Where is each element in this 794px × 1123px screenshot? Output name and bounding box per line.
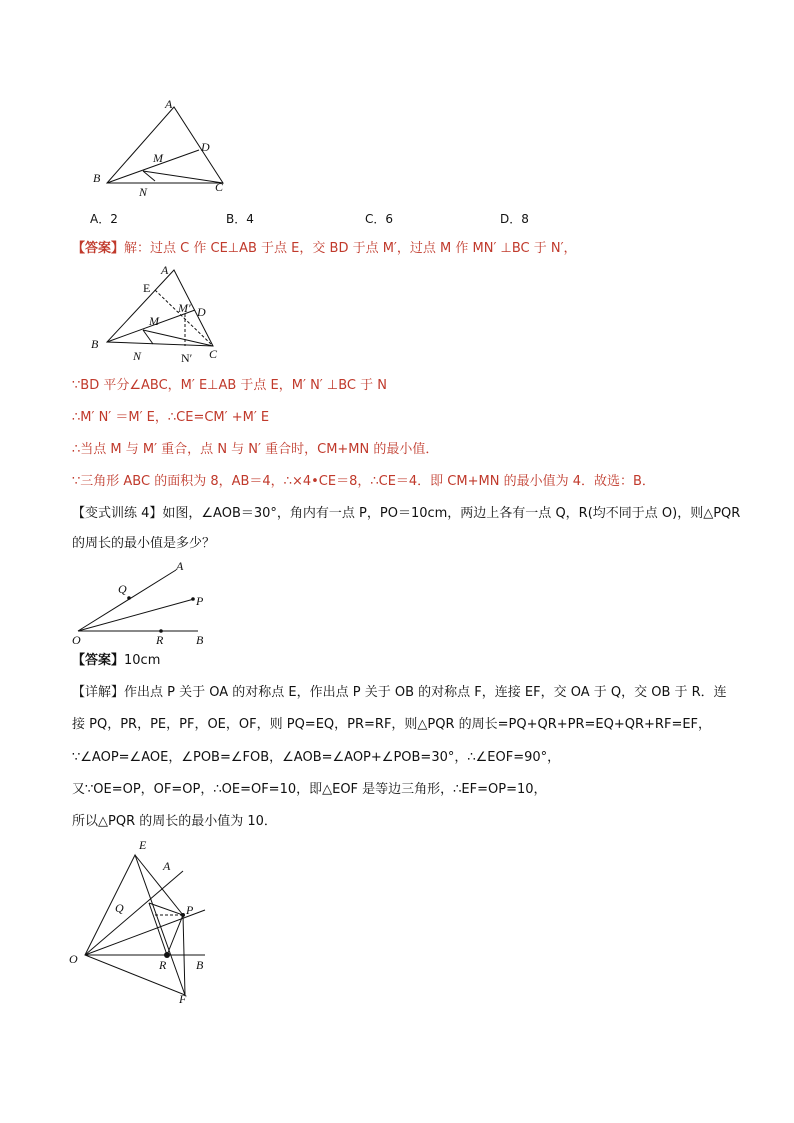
detail-line-1: 【详解】作出点 P 关于 OA 的对称点 E，作出点 P 关于 OB 的对称点 F，连接 EF，交 OA 于 Q，交 OB 于 R．连 <box>72 685 727 700</box>
label-a-3: A <box>176 559 184 573</box>
label-p-3: P <box>196 594 204 608</box>
segment-op <box>78 599 194 631</box>
answer1-tag: 【答案】 <box>72 241 125 256</box>
detail-line-3: ∵∠AOP=∠AOE，∠POB=∠FOB，∠AOB=∠AOP+∠POB=30°，∴∠EOF=90°， <box>72 750 561 765</box>
label-q-3: Q <box>118 582 127 596</box>
label-a-2: A <box>161 263 169 277</box>
triangle-eof <box>85 855 185 995</box>
figure-triangle-abc <box>85 95 245 200</box>
label-r-3: R <box>156 633 164 647</box>
detail-line-5: 所以△PQR 的周长的最小值为 10． <box>72 814 277 829</box>
solution1-line-4: ∵三角形 ABC 的面积为 8，AB＝4，∴×4•CE＝8，∴CE＝4．即 CM+MN 的最小值为 4．故选：B． <box>72 474 655 489</box>
answer1-text: 解：过点 C 作 CE⊥AB 于点 E，交 BD 于点 M′，过点 M 作 MN′ ⊥BC 于 N′， <box>124 241 577 256</box>
label-o-3: O <box>72 633 81 647</box>
option-a[interactable]: A．2 <box>90 212 118 226</box>
label-a: A <box>165 97 173 111</box>
answer2-line <box>72 652 160 670</box>
figure-reflection-construction <box>65 835 225 1010</box>
segment-mc <box>143 171 223 183</box>
problem2-line-1: 【变式训练 4】如图，∠AOB＝30°，角内有一点 P，PO＝10cm，两边上各有一点 Q，R(均不同于点 O)，则△PQR <box>72 506 741 521</box>
ray-oa-4 <box>85 871 183 955</box>
figure-angle-aob <box>68 558 218 650</box>
point-p-4 <box>181 913 185 917</box>
label-a-4: A <box>163 859 171 873</box>
label-e-2: E <box>143 281 151 295</box>
label-c: C <box>215 180 224 194</box>
label-r-4: R <box>159 958 167 972</box>
point-p <box>191 597 195 601</box>
detail-line-2: 接 PQ，PR，PE，PF，OE，OF，则 PQ=EQ，PR=RF，则△PQR 的周长=PQ+QR+PR=EQ+QR+RF=EF， <box>72 717 712 732</box>
label-b-4: B <box>196 958 204 972</box>
figure-triangle-construction <box>85 262 245 367</box>
label-o-4: O <box>69 952 78 966</box>
label-b-2: B <box>91 337 99 351</box>
option-c[interactable]: C．6 <box>365 212 394 226</box>
answer2-value: 10cm <box>124 653 161 668</box>
label-m-2: M <box>149 314 159 328</box>
label-p-4: P <box>186 903 194 917</box>
solution1-line-3: ∴当点 M 与 M′ 重合，点 N 与 N′ 重合时，CM+MN 的最小值． <box>72 442 439 457</box>
label-n-prime: N′ <box>181 351 193 365</box>
label-b: B <box>93 171 101 185</box>
label-d: D <box>201 140 210 154</box>
label-n-2: N <box>133 349 142 363</box>
label-m: M <box>153 151 163 165</box>
detail-line-4: 又∵OE=OP，OF=OP，∴OE=OF=10，即△EOF 是等边三角形，∴EF=OP=10， <box>72 782 547 797</box>
segment-qr <box>149 903 167 955</box>
label-n: N <box>139 185 148 199</box>
option-b[interactable]: B．4 <box>226 212 254 226</box>
label-f-4: F <box>179 992 187 1006</box>
label-e-4: E <box>139 838 147 852</box>
label-m-prime: M′ <box>178 301 191 315</box>
label-c-2: C <box>209 347 218 361</box>
label-b-3: B <box>196 633 204 647</box>
ray-oa <box>78 570 176 631</box>
answer1-line <box>72 240 577 258</box>
point-q <box>127 596 131 600</box>
solution1-line-2: ∴M′ N′ ＝M′ E，∴CE=CM′ +M′ E <box>72 410 270 425</box>
label-q-4: Q <box>115 901 124 915</box>
label-d-2: D <box>197 305 206 319</box>
answer2-tag: 【答案】 <box>72 653 125 668</box>
problem2-line-2: 的周长的最小值是多少？ <box>72 536 216 551</box>
option-d[interactable]: D．8 <box>500 212 529 226</box>
solution1-line-1: ∵BD 平分∠ABC，M′ E⊥AB 于点 E，M′ N′ ⊥BC 于 N <box>72 378 387 393</box>
